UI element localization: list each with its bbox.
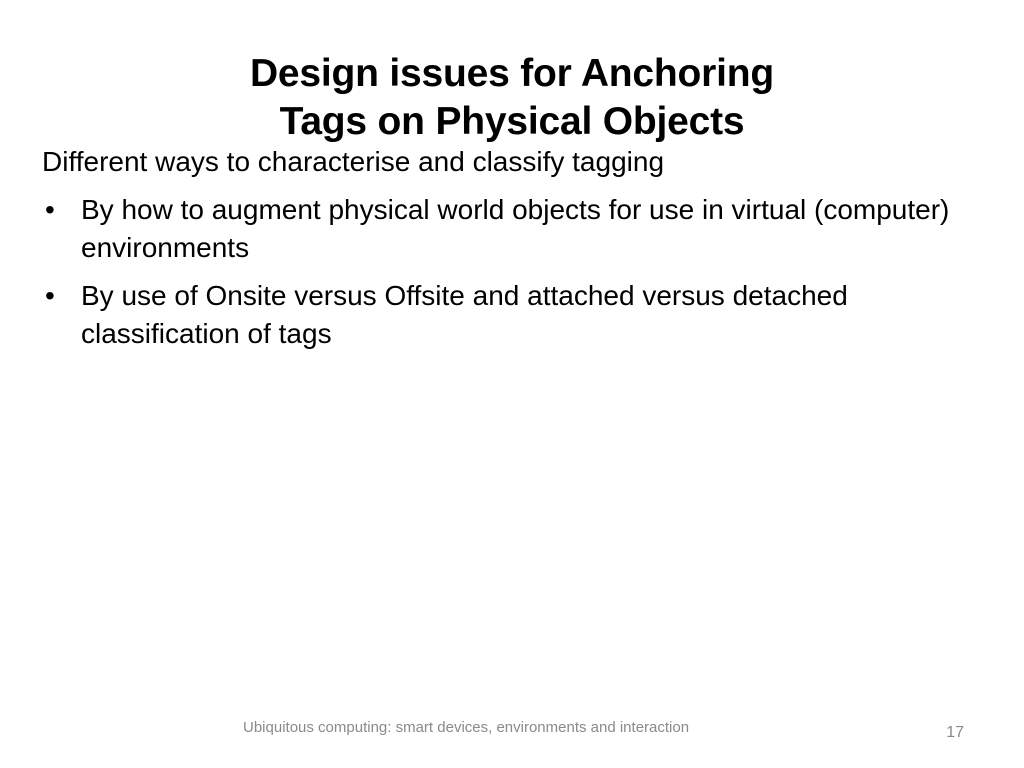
bullet-text: By use of Onsite versus Offsite and attached versus detached classification of tags bbox=[81, 280, 848, 349]
bullet-item bbox=[42, 191, 982, 267]
bullet-marker-icon: • bbox=[45, 194, 55, 225]
bullet-list bbox=[42, 191, 982, 353]
page-number: 17 bbox=[946, 724, 964, 741]
bullet-item bbox=[42, 277, 982, 353]
footer-text: Ubiquitous computing: smart devices, environments and interaction bbox=[243, 719, 690, 736]
intro-text: Different ways to characterise and classify tagging bbox=[42, 146, 665, 177]
slide-title-line-1: Design issues for Anchoring bbox=[249, 52, 775, 96]
bullet-text: By how to augment physical world objects for use in virtual (computer) environments bbox=[81, 194, 950, 263]
slide-title bbox=[60, 50, 964, 146]
slide-title-line-2: Tags on Physical Objects bbox=[279, 100, 745, 144]
bullet-marker-icon: • bbox=[45, 280, 55, 311]
slide-body bbox=[42, 143, 982, 363]
